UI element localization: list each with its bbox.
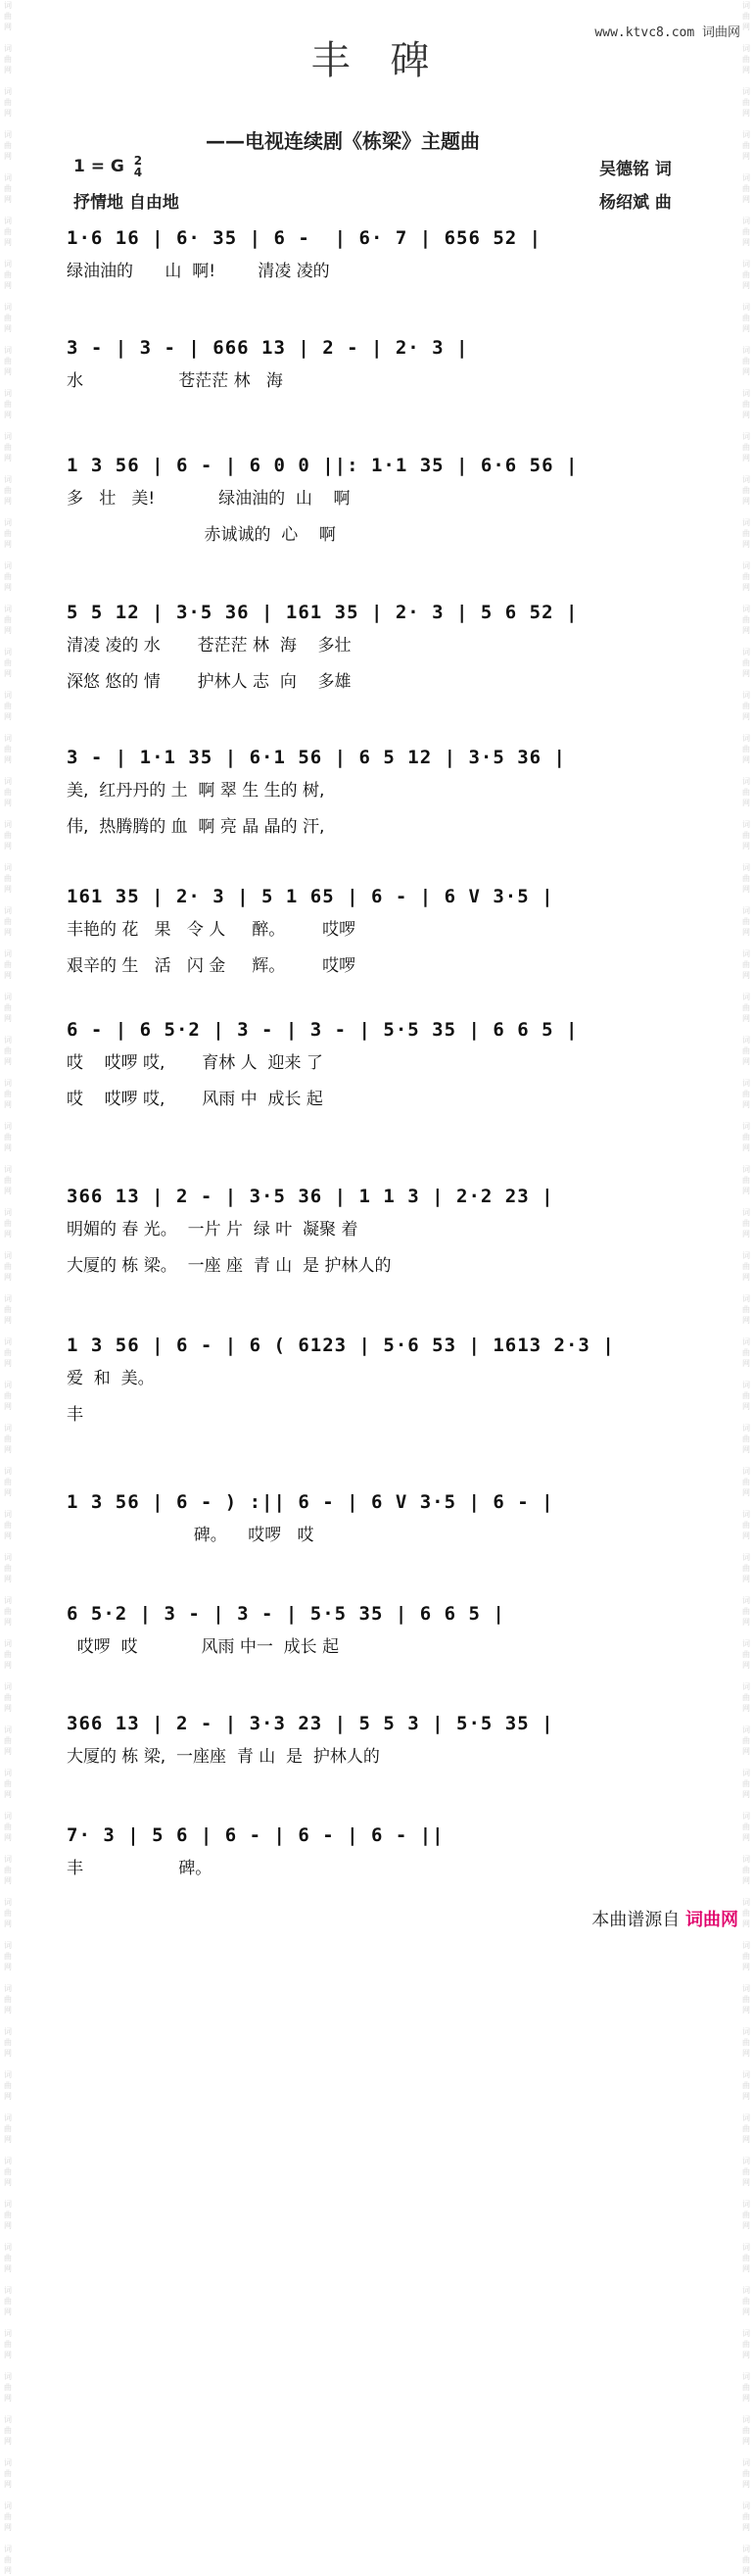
notation-line: 1 3 56 | 6 - ) :|| 6 - | 6 V 3·5 | 6 - | <box>67 1491 554 1513</box>
footer-brand[interactable]: 词曲网 <box>685 1910 738 1930</box>
key-label: 1 = G <box>73 157 124 176</box>
notation-line: 5 5 12 | 3·5 36 | 161 35 | 2· 3 | 5 6 52 | <box>67 602 579 623</box>
time-sig-top: 2 <box>133 154 143 168</box>
lyrics-verse-2: 哎 哎啰 哎, 风雨 中 成长 起 <box>67 1090 323 1109</box>
lyrics-verse-1: 丰艳的 花 果 令 人 醉。 哎啰 <box>67 920 356 940</box>
site-url[interactable]: www.ktvc8.com 词曲网 <box>594 25 740 40</box>
song-title: 丰 碑 <box>310 38 444 83</box>
lyricist-credit: 吴德铭 词 <box>599 160 672 179</box>
notation-line: 7· 3 | 5 6 | 6 - | 6 - | 6 - || <box>67 1824 445 1846</box>
lyrics-verse-1: 碑。 哎啰 哎 <box>67 1526 314 1545</box>
notation-line: 6 - | 6 5·2 | 3 - | 3 - | 5·5 35 | 6 6 5 | <box>67 1019 579 1041</box>
lyrics-verse-2: 伟, 热腾腾的 血 啊 亮 晶 晶的 汗, <box>67 817 325 837</box>
lyrics-verse-2: 艰辛的 生 活 闪 金 辉。 哎啰 <box>67 956 356 976</box>
lyrics-verse-1: 哎 哎啰 哎, 育林 人 迎来 了 <box>67 1053 323 1073</box>
composer-credit: 杨绍斌 曲 <box>599 193 672 213</box>
time-signature <box>134 155 142 178</box>
watermark-left: 词曲网 词曲网 词曲网 词曲网 词曲网 词曲网 词曲网 词曲网 词曲网 词曲网 词曲网 词曲网 词曲网 词曲网 词曲网 词曲网 词曲网 词曲网 词曲网 词曲网 词曲网 词曲网 词曲网 词曲网 词曲网 词曲网 词曲网 词曲网 词曲网 词曲网 词曲网 词曲网 词曲网 词曲网 词曲网 词曲网 词曲网 词曲网 词曲网 词曲网 词曲网 词曲网 词曲网 词曲网 词曲网 词曲网 词曲网 词曲网 词曲网 词曲网 词曲网 词曲网 词曲网 词曲网 词曲网 词曲网 词曲网 词曲网 词曲网 词曲网 <box>4 1 12 2575</box>
notation-line: 366 13 | 2 - | 3·5 36 | 1 1 3 | 2·2 23 | <box>67 1186 554 1207</box>
lyrics-verse-2: 深悠 悠的 情 护林人 志 向 多雄 <box>67 672 352 692</box>
lyrics-verse-2: 丰 <box>67 1405 83 1425</box>
lyrics-verse-1: 美, 红丹丹的 土 啊 翠 生 生的 树, <box>67 781 325 801</box>
lyrics-verse-1: 水 苍茫茫 林 海 <box>67 371 283 391</box>
footer-prefix: 本曲谱源自 <box>591 1910 681 1930</box>
lyrics-verse-2: 大厦的 栋 梁。 一座 座 青 山 是 护林人的 <box>67 1256 392 1276</box>
tempo-mood: 抒情地 自由地 <box>73 193 179 213</box>
lyrics-verse-1: 大厦的 栋 梁, 一座座 青 山 是 护林人的 <box>67 1747 380 1767</box>
time-sig-bottom: 4 <box>133 166 143 179</box>
lyrics-verse-1: 明媚的 春 光。 一片 片 绿 叶 凝聚 着 <box>67 1220 358 1239</box>
lyrics-verse-1: 清凌 凌的 水 苍茫茫 林 海 多壮 <box>67 636 352 656</box>
song-subtitle: ——电视连续剧《栋梁》主题曲 <box>206 129 480 153</box>
notation-line: 6 5·2 | 3 - | 3 - | 5·5 35 | 6 6 5 | <box>67 1603 505 1625</box>
lyrics-verse-2: 赤诚诚的 心 啊 <box>67 525 336 545</box>
lyrics-verse-1: 多 壮 美! 绿油油的 山 啊 <box>67 489 351 509</box>
key-signature <box>73 155 142 178</box>
lyrics-verse-1: 哎啰 哎 风雨 中一 成长 起 <box>67 1637 340 1657</box>
notation-line: 1 3 56 | 6 - | 6 0 0 ||: 1·1 35 | 6·6 56 | <box>67 455 579 476</box>
lyrics-verse-1: 丰 碑。 <box>67 1859 212 1878</box>
lyrics-verse-1: 爱 和 美。 <box>67 1369 155 1388</box>
notation-line: 161 35 | 2· 3 | 5 1 65 | 6 - | 6 V 3·5 | <box>67 886 554 907</box>
notation-line: 1 3 56 | 6 - | 6 ( 6123 | 5·6 53 | 1613 2·3 | <box>67 1335 615 1356</box>
notation-line: 3 - | 3 - | 666 13 | 2 - | 2· 3 | <box>67 337 469 359</box>
source-footer[interactable] <box>591 1906 738 1931</box>
watermark-right: 词曲网 词曲网 词曲网 词曲网 词曲网 词曲网 词曲网 词曲网 词曲网 词曲网 词曲网 词曲网 词曲网 词曲网 词曲网 词曲网 词曲网 词曲网 词曲网 词曲网 词曲网 词曲网 词曲网 词曲网 词曲网 词曲网 词曲网 词曲网 词曲网 词曲网 词曲网 词曲网 词曲网 词曲网 词曲网 词曲网 词曲网 词曲网 词曲网 词曲网 词曲网 词曲网 词曲网 词曲网 词曲网 词曲网 词曲网 词曲网 词曲网 词曲网 词曲网 词曲网 词曲网 词曲网 词曲网 词曲网 词曲网 词曲网 词曲网 词曲网 <box>742 1 750 2575</box>
notation-line: 366 13 | 2 - | 3·3 23 | 5 5 3 | 5·5 35 | <box>67 1713 554 1734</box>
notation-line: 3 - | 1·1 35 | 6·1 56 | 6 5 12 | 3·5 36 | <box>67 747 566 768</box>
notation-line: 1·6 16 | 6· 35 | 6 - | 6· 7 | 656 52 | <box>67 227 542 249</box>
lyrics-verse-1: 绿油油的 山 啊! 清凌 凌的 <box>67 262 330 281</box>
